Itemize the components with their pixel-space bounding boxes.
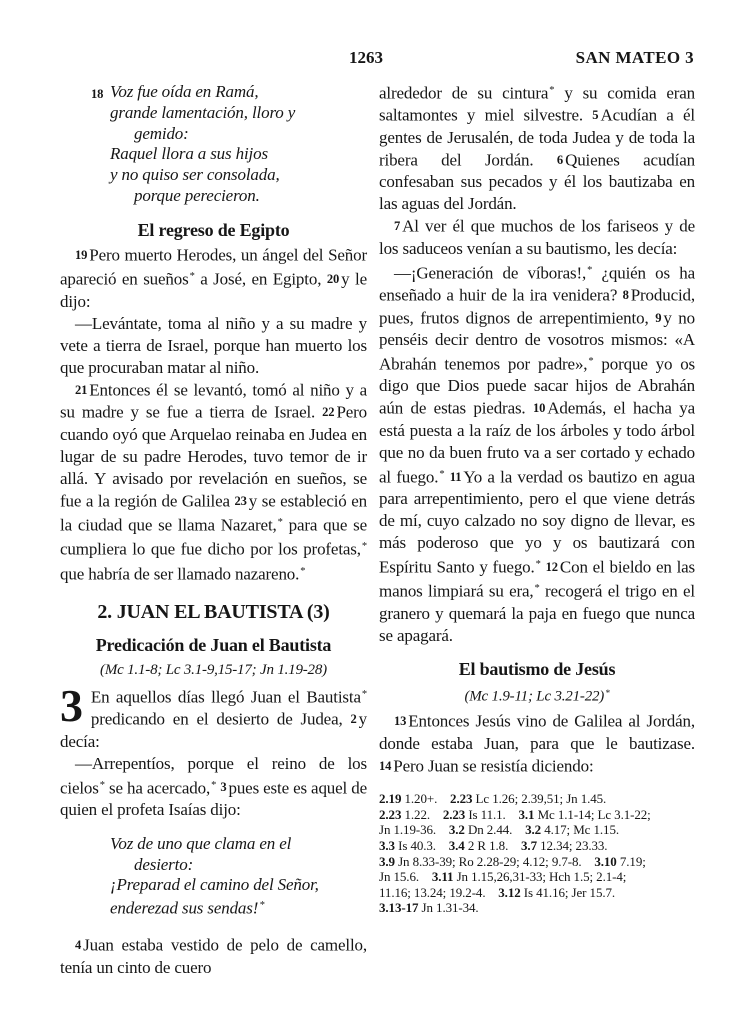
page-number: 1263 — [349, 48, 383, 67]
footnote-marker: * — [588, 356, 594, 368]
verse-paragraph: —¡Generación de víboras!,* ¿quién os ha enseñado a huir de la ira venidera? 8 Producid, pues, frutos dignos de arrepentimiento, 9 y no penséis decir dentro de vosotros mismos: «A Abrahán tenemos por padre»,* porque yo os digo que Dios puede sacar hijos de Abrahán aún de estas piedras. 10 Además, el hacha ya está puesta a la raíz de los árboles y todo árbol que no da buen fruto va a ser cortado y echado al fuego.* 11 Yo a la verdad os bautizo en agua para arrepentimiento, pero el que viene detrás de mí, cuyo calzado no soy digno de llevar, es más poderoso que yo y os bautizará con Espíritu Santo y fuego.* 12 Con el bieldo en las manos limpiará su era,* recogerá el trigo en el granero y quemará la paja en fuego que nunca se apagará. — [379, 263, 696, 645]
poetry-line: grande lamentación, lloro y — [110, 102, 296, 122]
verse-number: 22 — [322, 405, 335, 420]
verse-number: 8 — [622, 288, 629, 303]
verse-number: 12 — [545, 559, 558, 574]
passage-heading: El bautismo de Jesús — [458, 658, 616, 679]
chapter-number: 3 — [60, 679, 83, 731]
footnote-line: 2.23 1.22. 2.23 Is 11.1. 3.1 Mc 1.1-14; Lc 3.1-22; — [379, 806, 651, 822]
footnote-ref: 3.3 — [379, 838, 395, 854]
footnote-ref: 2.23 — [442, 806, 466, 822]
footnote-marker: * — [99, 779, 105, 791]
verse-paragraph: —Arrepentíos, porque el reino de los cielos* se ha acercado,* 3 pues este es aquel de quien el profeta Isaías dijo: — [60, 753, 367, 819]
footnote-ref: 3.13-17 — [379, 900, 419, 916]
footnote-line: Jn 15.6. 3.11 Jn 1.15,26,31-33; Hch 1.5; 2.1-4; — [379, 869, 627, 885]
footnotes-block — [379, 791, 695, 916]
verse-paragraph: 4 Juan estaba vestido de pelo de camello, tenía un cinto de cuero — [60, 935, 367, 977]
verse-number: 6 — [556, 152, 564, 167]
footnote-ref: 3.1 — [518, 806, 535, 822]
poetry-line: enderezad sus sendas!* — [110, 898, 265, 918]
verse-paragraph: 13 Entonces Jesús vino de Galilea al Jordán, donde estaba Juan, para que le bautizase. 14 Pero Juan se resistía diciendo: — [379, 711, 695, 776]
verse-number: 23 — [234, 493, 247, 508]
verse-number: 3 — [220, 780, 227, 795]
verse-number: 5 — [592, 108, 599, 123]
footnote-line: 3.9 Jn 8.33-39; Ro 2.28-29; 4.12; 9.7-8. 3.10 7.19; — [379, 853, 646, 869]
poetry-line: porque perecieron. — [134, 185, 260, 205]
verse-number: 9 — [655, 310, 662, 325]
footnote-ref: 3.4 — [448, 838, 465, 854]
footnote-ref: 3.12 — [498, 884, 521, 900]
footnote-ref: 3.2 — [448, 822, 465, 838]
footnote-line: 3.13-17 Jn 1.31-34. — [379, 900, 479, 916]
footnote-marker: * — [605, 688, 610, 699]
poetry-line: gemido: — [134, 123, 189, 143]
running-head: SAN MATEO 3 — [575, 48, 694, 67]
poetry-line: Raquel llora a sus hijos — [110, 144, 268, 164]
poetry-line: Voz de uno que clama en el — [110, 833, 292, 853]
text-columns — [60, 80, 695, 979]
verse-paragraph: —Levántate, toma al niño y a su madre y vete a tierra de Israel, porque han muerto los que procuraban matar al niño. — [60, 313, 367, 377]
footnote-ref: 2.23 — [379, 806, 402, 822]
footnote-line: 11.16; 13.24; 19.2-4. 3.12 Is 41.16; Jer 15.7. — [379, 884, 616, 900]
footnote-marker: * — [361, 541, 367, 553]
footnote-marker: * — [439, 468, 445, 480]
verse-number: 4 — [75, 938, 82, 953]
footnote-ref: 3.10 — [594, 853, 617, 869]
verse-number: 2 — [350, 712, 357, 727]
verse-number: 13 — [394, 714, 407, 729]
footnote-marker: * — [189, 271, 195, 283]
footnote-ref: 3.2 — [525, 822, 542, 838]
footnote-marker: * — [300, 565, 306, 577]
poetry-block — [60, 834, 367, 919]
footnote-marker: * — [361, 688, 367, 700]
passage-heading: El regreso de Egipto — [137, 219, 290, 240]
footnote-ref: 3.11 — [431, 869, 454, 885]
footnote-marker: * — [277, 517, 283, 529]
parallel-reference: (Mc 1.1-8; Lc 3.1-9,15-17; Jn 1.19-28) — [100, 661, 327, 678]
footnote-marker: * — [534, 583, 540, 595]
verse-number: 21 — [75, 382, 88, 397]
verse-paragraph: 19 Pero muerto Herodes, un ángel del Señor apareció en sueños* a José, en Egipto, 20 y le dijo: — [60, 245, 367, 311]
section-heading: 2. JUAN EL BAUTISTA (3) — [97, 600, 330, 623]
verse-number: 11 — [449, 469, 462, 484]
verse-number: 19 — [75, 247, 88, 262]
footnote-marker: * — [535, 559, 541, 571]
right-column — [379, 80, 695, 979]
footnote-line: 2.19 1.20+. 2.23 Lc 1.26; 2.39,51; Jn 1.45. — [379, 791, 607, 807]
passage-heading: Predicación de Juan el Bautista — [95, 634, 332, 655]
verse-number: 20 — [326, 272, 340, 287]
verse-paragraph: alrededor de su cintura* y su comida eran saltamontes y miel silvestre. 5 Acudían a él gentes de Jerusalén, de toda Judea y de toda la ribera del Jordán. 6 Quienes acudían confesaban sus pecados y él los bautizaba en las aguas del Jordán. — [379, 83, 696, 214]
footnote-ref: 2.19 — [379, 791, 402, 807]
verse-paragraph: 21 Entonces él se levantó, tomó al niño y a su madre y se fue a tierra de Israel. 22 Pero cuando oyó que Arquelao reinaba en Judea en lugar de su padre Herodes, tuvo temor de ir allá. Y avisado por revelación en sueños, se fue a la región de Galilea 23 y se estableció en la ciudad que se llama Nazaret,* para que se cumpliera lo que fue dicho por los profetas,* que habría de ser llamado nazareno.* — [60, 380, 367, 583]
footnote-ref: 3.7 — [521, 838, 537, 854]
verse-number: 7 — [394, 219, 401, 234]
poetry-line: y no quiso ser consolada, — [110, 165, 280, 185]
verse-paragraph: 3 En aquellos días llegó Juan el Bautista* predicando en el desierto de Judea, 2 y decía: — [60, 679, 367, 751]
verse-paragraph: 7 Al ver él que muchos de los fariseos y de los saduceos venían a su bautismo, les decía: — [379, 216, 695, 258]
poetry-block — [60, 82, 367, 207]
left-column — [60, 80, 367, 979]
footnote-ref: 3.9 — [379, 853, 395, 869]
poetry-line: 18 Voz fue oída en Ramá, — [60, 82, 367, 103]
verse-number: 10 — [532, 401, 546, 416]
footnote-line: Jn 1.19-36. 3.2 Dn 2.44. 3.2 4.17; Mc 1.15. — [379, 822, 619, 838]
footnote-marker: * — [259, 900, 265, 912]
poetry-line: ¡Preparad el camino del Señor, — [110, 875, 319, 895]
footnote-line: 3.3 Is 40.3. 3.4 2 R 1.8. 3.7 12.34; 23.33. — [379, 838, 608, 854]
verse-number: 14 — [379, 758, 392, 773]
footnote-marker: * — [587, 264, 593, 276]
verse-number: 18 — [91, 87, 104, 101]
footnote-marker: * — [211, 779, 217, 791]
footnote-marker: * — [549, 85, 555, 96]
poetry-line: desierto: — [134, 854, 194, 874]
parallel-reference: (Mc 1.9-11; Lc 3.21-22)* — [464, 688, 610, 705]
footnote-ref: 2.23 — [450, 791, 473, 807]
